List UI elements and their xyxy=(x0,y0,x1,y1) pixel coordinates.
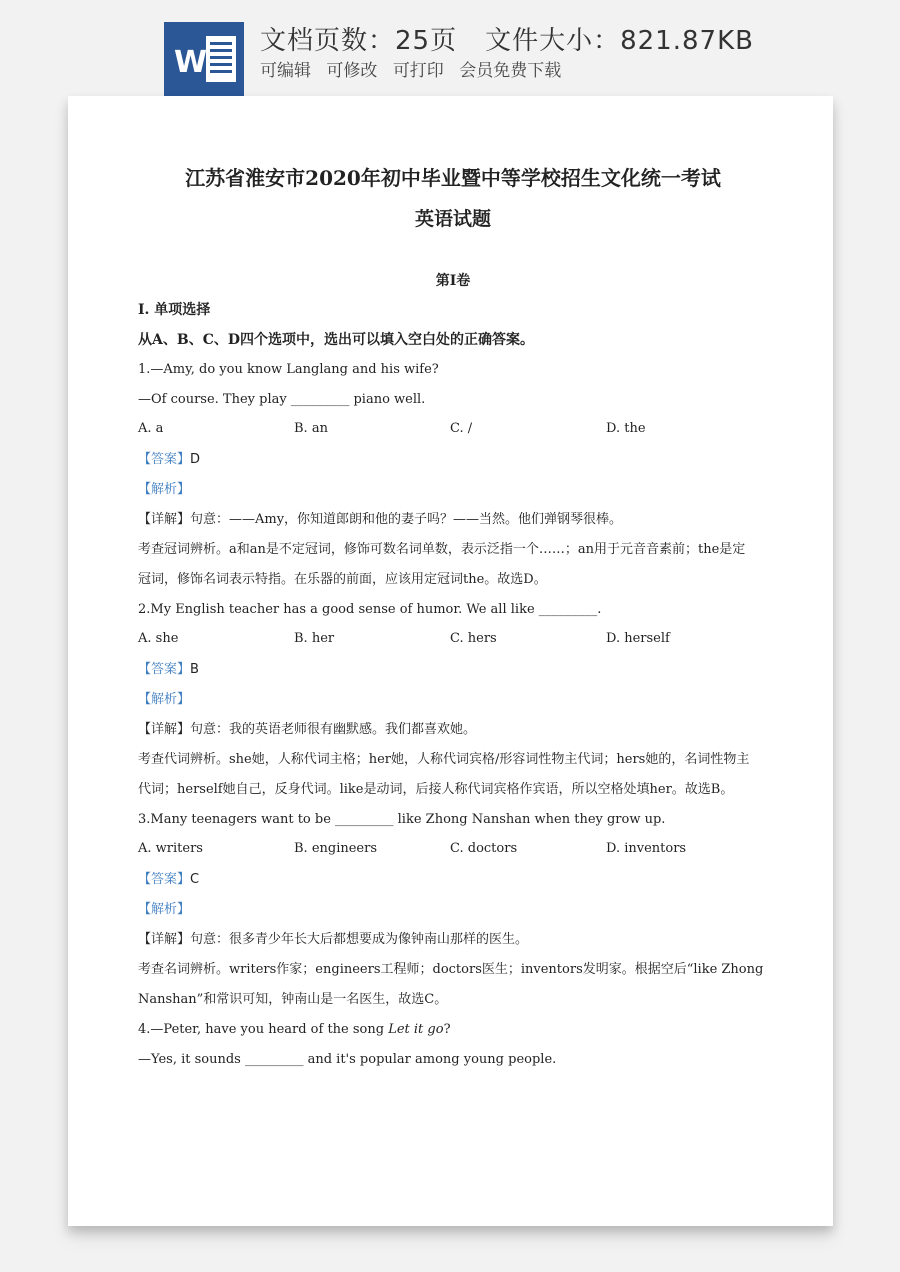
answer-value: C xyxy=(190,872,200,887)
option-row xyxy=(138,631,768,649)
option-d: D. the xyxy=(606,421,646,436)
answer-label: 【答案】 xyxy=(138,452,191,467)
answer-value: B xyxy=(190,662,199,677)
exam-subtitle: 英语试题 xyxy=(414,208,491,230)
instruction: 从A、B、C、D四个选项中，选出可以填入空白处的正确答案。 xyxy=(138,332,534,348)
volume-heading: 第I卷 xyxy=(435,273,471,289)
detail-text: 考查冠词辨析。a和an是不定冠词，修饰可数名词单数，表示泛指一个……；an用于元音音素前；the是定 xyxy=(138,542,746,557)
option-a: A. a xyxy=(138,421,164,436)
download-banner xyxy=(0,0,900,96)
stem-text: ? xyxy=(443,1022,451,1037)
answer-line xyxy=(138,451,200,469)
feature-modifiable: 可修改 xyxy=(326,61,378,81)
detail-text: Nanshan”和常识可知，钟南山是一名医生，故选C。 xyxy=(138,992,448,1007)
answer-value: D xyxy=(190,452,201,467)
answer-line xyxy=(138,871,199,889)
question-stem: —Yes, it sounds _________ and it's popular among young people. xyxy=(138,1052,557,1067)
question-stem: 2.My English teacher has a good sense of humor. We all like _________. xyxy=(138,602,602,617)
answer-label: 【答案】 xyxy=(138,872,191,887)
section-heading: I. 单项选择 xyxy=(138,302,211,318)
detail-text: 【详解】句意：我的英语老师很有幽默感。我们都喜欢她。 xyxy=(138,722,477,737)
option-c: C. / xyxy=(450,421,473,436)
question-stem: 3.Many teenagers want to be _________ like Zhong Nanshan when they grow up. xyxy=(138,812,666,827)
option-b: B. her xyxy=(294,631,335,646)
option-d: D. herself xyxy=(606,631,670,646)
detail-text: 冠词，修饰名词表示特指。在乐器的前面，应该用定冠词the。故选D。 xyxy=(138,572,547,587)
feature-printable: 可打印 xyxy=(392,61,444,81)
feature-list xyxy=(260,56,571,81)
stem-text: 4.—Peter, have you heard of the song xyxy=(138,1022,389,1037)
file-info xyxy=(260,20,754,57)
option-c: C. doctors xyxy=(450,841,518,856)
option-a: A. she xyxy=(138,631,179,646)
file-size: 文件大小：821.87KB xyxy=(485,26,754,56)
question-stem: —Of course. They play _________ piano well. xyxy=(138,392,426,407)
feature-editable: 可编辑 xyxy=(260,61,311,81)
option-c: C. hers xyxy=(450,631,497,646)
detail-text: 考查代词辨析。she她，人称代词主格；her她，人称代词宾格/形容词性物主代词；hers她的，名词性物主 xyxy=(138,752,750,767)
answer-label: 【答案】 xyxy=(138,662,191,677)
option-b: B. engineers xyxy=(294,841,378,856)
feature-free-download: 会员免费下载 xyxy=(459,61,562,81)
option-row xyxy=(138,841,768,859)
svg-text:W: W xyxy=(174,45,208,80)
analysis-label: 【解析】 xyxy=(138,902,191,917)
question-stem: 1.—Amy, do you know Langlang and his wife? xyxy=(138,362,439,377)
document-page xyxy=(68,96,833,1226)
analysis-label: 【解析】 xyxy=(138,692,191,707)
song-title: Let it go xyxy=(388,1022,444,1037)
page-count: 文档页数：25页 xyxy=(260,26,458,56)
analysis-label: 【解析】 xyxy=(138,482,191,497)
answer-line xyxy=(138,661,199,679)
detail-text: 【详解】句意：很多青少年长大后都想要成为像钟南山那样的医生。 xyxy=(138,932,529,947)
word-icon xyxy=(164,22,244,96)
option-a: A. writers xyxy=(138,841,203,856)
detail-text: 代词；herself她自己，反身代词。like是动词，后接人称代词宾格作宾语，所以空格处填her。故选B。 xyxy=(138,782,734,797)
question-stem xyxy=(138,1021,451,1039)
detail-text: 【详解】句意：——Amy，你知道郎朗和他的妻子吗？——当然。他们弹钢琴很棒。 xyxy=(138,512,623,527)
detail-text: 考查名词辨析。writers作家；engineers工程师；doctors医生；inventors发明家。根据空后“like Zhong xyxy=(138,962,764,977)
option-row xyxy=(138,421,768,439)
exam-title: 江苏省淮安市2020年初中毕业暨中等学校招生文化统一考试 xyxy=(185,166,721,190)
option-d: D. inventors xyxy=(606,841,687,856)
option-b: B. an xyxy=(294,421,328,436)
